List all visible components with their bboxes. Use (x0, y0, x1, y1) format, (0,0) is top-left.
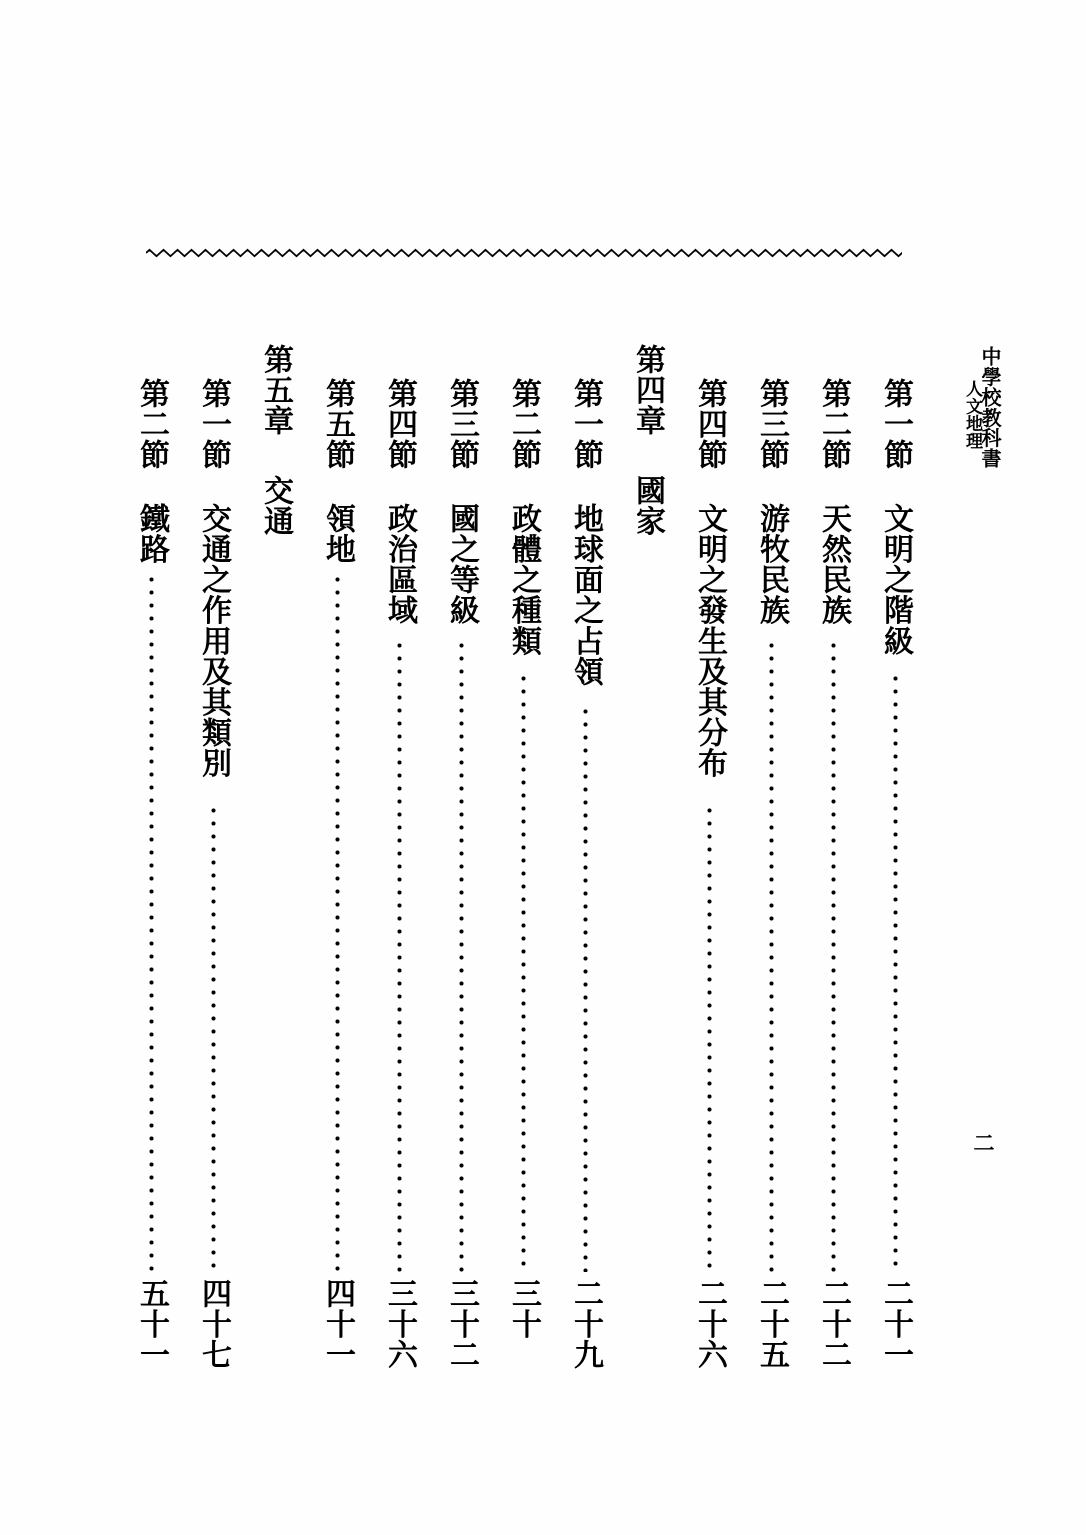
section-number-text: 第四節 (692, 378, 727, 470)
chapter-title-text: 國家 (630, 475, 665, 537)
chapter-title (614, 475, 680, 536)
section-title-text: 文明之發生及其分布 (692, 503, 727, 779)
section-number (428, 378, 494, 470)
dot-leader-dots (211, 804, 216, 1272)
section-title (304, 503, 370, 564)
toc-section-column[interactable] (180, 0, 246, 1535)
section-number-text: 第三節 (754, 378, 789, 470)
section-page-number-text: 二十二 (816, 1278, 851, 1370)
dot-leader-dots (459, 639, 464, 1272)
dot-leader-dots (521, 672, 526, 1272)
section-number-text: 第二節 (506, 378, 541, 470)
section-title (800, 503, 866, 625)
dot-leader-dots (583, 705, 588, 1272)
toc-section-column[interactable] (118, 0, 184, 1535)
running-head-subject: 人文地理 (962, 380, 982, 450)
section-number (180, 378, 246, 470)
section-number (552, 378, 618, 470)
section-number-text: 第三節 (444, 378, 479, 470)
section-title-text: 國之等級 (444, 503, 479, 626)
section-page-number (366, 1278, 432, 1370)
dot-leader-dots (397, 639, 402, 1272)
section-title (552, 503, 618, 687)
dot-leader (366, 639, 432, 1272)
toc-section-column[interactable] (366, 0, 432, 1535)
section-number (862, 378, 928, 470)
section-page-number-text: 四十七 (196, 1278, 231, 1370)
dot-leader (738, 639, 804, 1272)
section-page-number (428, 1278, 494, 1370)
section-number (118, 378, 184, 470)
section-title-text: 鐵路 (134, 503, 169, 565)
section-page-number-text: 二十九 (568, 1278, 603, 1370)
section-page-number (800, 1278, 866, 1370)
section-page-number-text: 三十 (506, 1278, 541, 1340)
section-page-number (304, 1278, 370, 1370)
section-number (304, 378, 370, 470)
section-number-text: 第二節 (816, 378, 851, 470)
dot-leader (676, 804, 742, 1272)
section-number-text: 第四節 (382, 378, 417, 470)
section-number-text: 第五節 (320, 378, 355, 470)
section-number (366, 378, 432, 470)
toc-section-column[interactable] (738, 0, 804, 1535)
chapter-number-text: 第四章 (630, 344, 665, 436)
chapter-number (614, 344, 680, 436)
section-title-text: 天然民族 (816, 503, 851, 626)
toc-chapter-column[interactable] (242, 0, 308, 1535)
toc-chapter-column[interactable] (614, 0, 680, 1535)
section-page-number-text: 三十二 (444, 1278, 479, 1370)
section-number (676, 378, 742, 470)
running-head-book-series: 中學校教科書 (978, 346, 1002, 469)
dot-leader (304, 573, 370, 1272)
chapter-number-text: 第五章 (258, 344, 293, 436)
section-number (738, 378, 804, 470)
section-page-number-text: 二十一 (878, 1278, 913, 1370)
toc-section-column[interactable] (862, 0, 928, 1535)
section-number-text: 第一節 (568, 378, 603, 470)
section-title-text: 文明之階級 (878, 503, 913, 656)
toc-section-column[interactable] (304, 0, 370, 1535)
chapter-title (242, 475, 308, 536)
toc-section-column[interactable] (676, 0, 742, 1535)
section-title (428, 503, 494, 625)
section-page-number (552, 1278, 618, 1370)
section-page-number-text: 四十一 (320, 1278, 355, 1370)
section-page-number (180, 1278, 246, 1370)
dot-leader-dots (707, 804, 712, 1272)
section-page-number (490, 1278, 556, 1339)
section-page-number (676, 1278, 742, 1370)
section-title (490, 503, 556, 656)
section-title-text: 地球面之占領 (568, 503, 603, 687)
toc-section-column[interactable] (800, 0, 866, 1535)
section-title (862, 503, 928, 656)
section-title-text: 政治區域 (382, 503, 417, 626)
section-page-number (862, 1278, 928, 1370)
dot-leader (862, 672, 928, 1272)
chapter-number (242, 344, 308, 436)
chapter-title-text: 交通 (258, 475, 293, 537)
section-page-number-text: 二十六 (692, 1278, 727, 1370)
dot-leader (490, 672, 556, 1272)
dot-leader-dots (149, 573, 154, 1272)
section-title (118, 503, 184, 564)
section-title-text: 領地 (320, 503, 355, 565)
toc-section-column[interactable] (490, 0, 556, 1535)
dot-leader-dots (893, 672, 898, 1272)
section-title (738, 503, 804, 625)
section-number (800, 378, 866, 470)
toc-section-column[interactable] (552, 0, 618, 1535)
section-number (490, 378, 556, 470)
section-page-number-text: 五十一 (134, 1278, 169, 1370)
section-page-number-text: 三十六 (382, 1278, 417, 1370)
section-title (676, 503, 742, 778)
section-page-number-text: 二十五 (754, 1278, 789, 1370)
dot-leader-dots (335, 573, 340, 1272)
section-title-text: 交通之作用及其類別 (196, 503, 231, 779)
dot-leader (552, 705, 618, 1272)
dot-leader-dots (831, 639, 836, 1272)
dot-leader (800, 639, 866, 1272)
toc-section-column[interactable] (428, 0, 494, 1535)
section-number-text: 第二節 (134, 378, 169, 470)
dot-leader (428, 639, 494, 1272)
section-page-number (118, 1278, 184, 1370)
section-number-text: 第一節 (196, 378, 231, 470)
section-page-number (738, 1278, 804, 1370)
section-title-text: 政體之種類 (506, 503, 541, 656)
dot-leader (180, 804, 246, 1272)
section-title-text: 游牧民族 (754, 503, 789, 626)
section-title (180, 503, 246, 778)
folio-page-number: 二 (971, 1132, 996, 1155)
section-number-text: 第一節 (878, 378, 913, 470)
dot-leader-dots (769, 639, 774, 1272)
dot-leader (118, 573, 184, 1272)
section-title (366, 503, 432, 625)
